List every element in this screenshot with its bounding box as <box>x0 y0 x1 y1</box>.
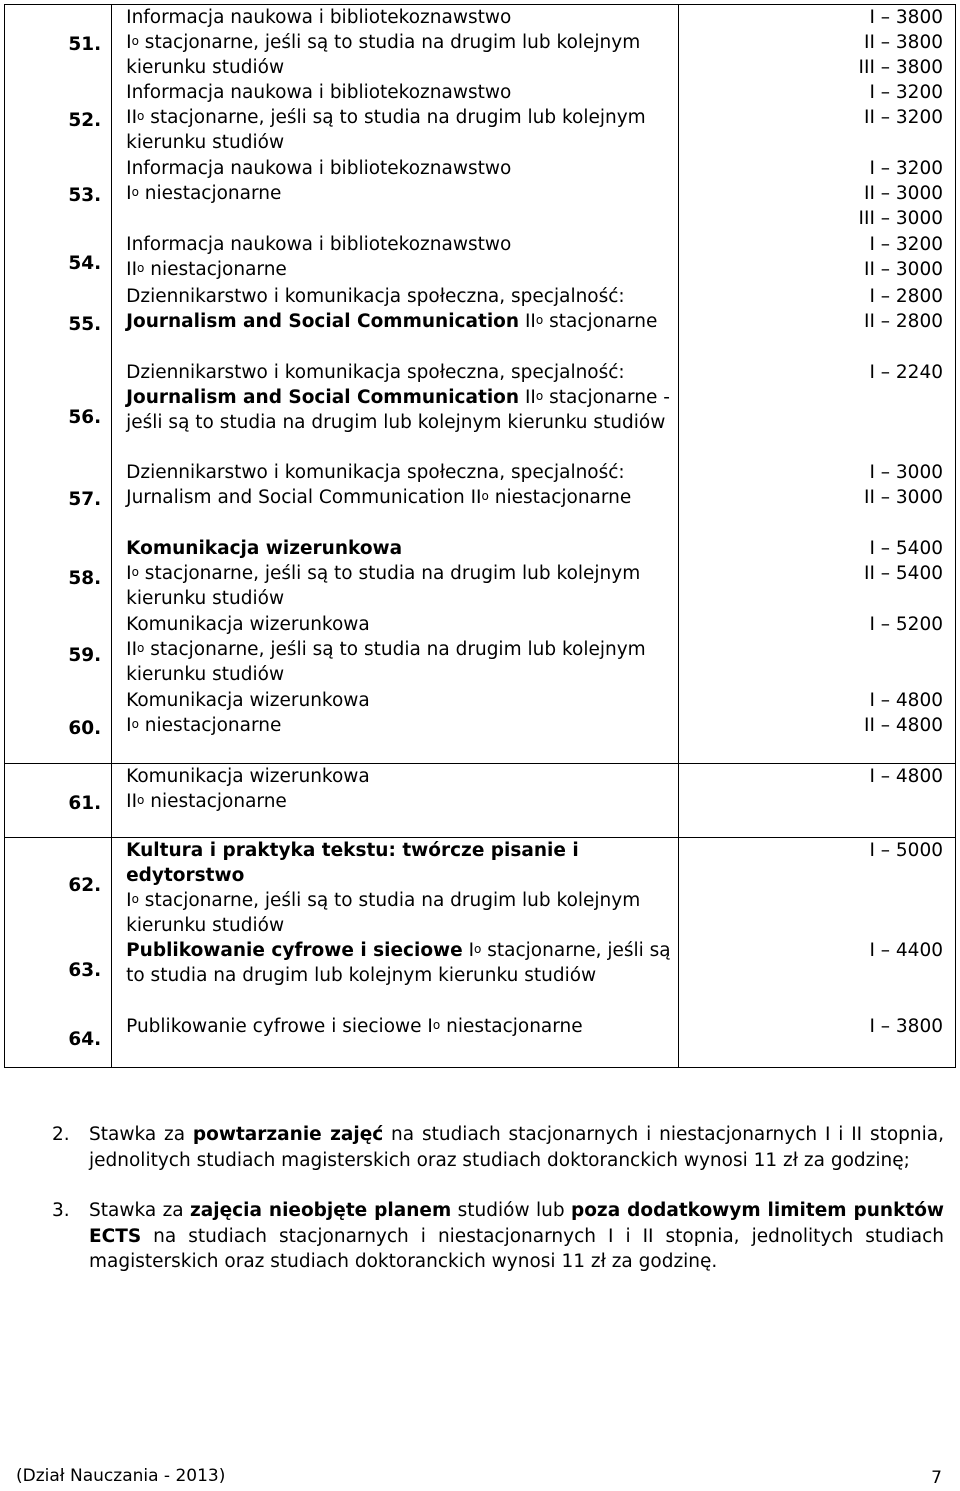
programme-name: Komunikacja wizerunkowa <box>126 538 403 559</box>
programme-entry <box>126 838 672 938</box>
degree-superscript: o <box>131 185 139 199</box>
fee-value: III – 3000 <box>858 208 943 229</box>
fee-group <box>864 688 943 738</box>
row-number: 62. <box>68 875 102 896</box>
fee-value: I – 5000 <box>869 840 943 861</box>
programme-entry <box>126 360 672 435</box>
programme-entry <box>126 284 672 334</box>
fee-value: II – 4800 <box>863 715 943 736</box>
note-text-part: Stawka za <box>89 1124 193 1145</box>
programme-cell <box>112 5 679 764</box>
note-text-part: Stawka za <box>89 1200 191 1221</box>
fee-value: I – 3800 <box>869 1016 943 1037</box>
study-mode: stacjonarne, jeśli są to studia na drugim lub kolejnym kierunku studiów <box>126 639 646 685</box>
study-level: I <box>126 563 132 584</box>
programme-name: Dziennikarstwo i komunikacja społeczna, specjalność: <box>126 286 625 307</box>
study-mode: stacjonarne, jeśli są to studia na drugim lub kolejnym kierunku studiów <box>126 890 641 936</box>
fee-group <box>864 284 943 334</box>
note-number: 2. <box>52 1124 70 1145</box>
programme-entry <box>126 232 672 282</box>
note-text <box>89 1122 944 1173</box>
row-number: 57. <box>68 489 102 510</box>
fee-value: II – 3000 <box>863 259 943 280</box>
programme-name: Informacja naukowa i bibliotekoznawstwo <box>126 234 512 255</box>
programme-name: Kultura i praktyka tekstu: twórcze pisanie i edytorstwo <box>126 840 579 886</box>
fee-group <box>864 232 943 282</box>
note-item <box>52 1122 944 1173</box>
programme-name: Komunikacja wizerunkowa <box>126 766 370 787</box>
programme-name: Informacja naukowa i bibliotekoznawstwo <box>126 7 512 28</box>
fee-value: I – 4400 <box>869 940 943 961</box>
fee-value: I – 3800 <box>869 7 943 28</box>
note-text-part: powtarzanie zajęć <box>192 1124 384 1145</box>
programme-name: Informacja naukowa i bibliotekoznawstwo <box>126 158 512 179</box>
programme-name: Komunikacja wizerunkowa <box>126 614 370 635</box>
fee-cell <box>678 838 955 1068</box>
notes-list <box>52 1122 944 1275</box>
programme-entry <box>126 80 672 155</box>
degree-superscript: o <box>131 34 139 48</box>
note-text <box>89 1198 944 1275</box>
row-number: 52. <box>68 110 102 131</box>
fee-table <box>4 4 956 1068</box>
fee-value: I – 5200 <box>869 614 943 635</box>
fee-group <box>859 5 943 80</box>
study-mode: stacjonarne <box>543 311 658 332</box>
study-mode: stacjonarne, jeśli są to studia na drugim lub kolejnym kierunku studiów <box>126 32 641 78</box>
table-block-62-64 <box>5 838 956 1068</box>
study-mode: niestacjonarne <box>138 183 282 204</box>
study-level: I <box>126 890 132 911</box>
study-level: I <box>126 183 132 204</box>
fee-group <box>869 838 943 863</box>
study-level: II <box>126 639 138 660</box>
study-mode: stacjonarne - jeśli są to studia na drugim lub kolejnym kierunku studiów <box>126 387 670 433</box>
note-text-part: na studiach stacjonarnych i niestacjonarnych I i II stopnia, jednolitych studiach magisterskich oraz studiach doktoranckich wynosi 11 zł za godzinę; <box>89 1124 944 1171</box>
study-level: II <box>126 259 138 280</box>
degree-superscript: o <box>137 641 145 655</box>
fee-value: I – 3200 <box>869 234 943 255</box>
study-mode: stacjonarne, jeśli są to studia na drugim lub kolejnym kierunku studiów <box>126 563 641 609</box>
degree-superscript: o <box>137 793 145 807</box>
fee-value: II – 3800 <box>863 32 943 53</box>
fee-cell <box>678 764 955 838</box>
programme-name: Journalism and Social Communication <box>126 311 520 332</box>
note-number: 3. <box>52 1200 70 1221</box>
fee-value: II – 3200 <box>863 107 943 128</box>
table-block-51-60 <box>5 5 956 764</box>
programme-entry <box>126 536 672 611</box>
degree-superscript: o <box>131 892 139 906</box>
programme-entry <box>126 938 672 988</box>
fee-group <box>864 80 943 130</box>
programme-entry <box>126 1014 672 1039</box>
programme-cell <box>112 838 679 1068</box>
row-number: 56. <box>68 407 102 428</box>
programme-entry <box>126 460 672 510</box>
row-number: 64. <box>68 1029 102 1050</box>
fee-value: I – 4800 <box>869 766 943 787</box>
fee-value: I – 4800 <box>869 690 943 711</box>
row-number-cell <box>5 838 112 1068</box>
programme-cell <box>112 764 679 838</box>
programme-entry <box>126 764 672 814</box>
programme-name: Dziennikarstwo i komunikacja społeczna, specjalność: Jurnalism and Social Communication <box>126 462 625 508</box>
row-number: 61. <box>68 793 102 814</box>
fee-group <box>869 612 943 637</box>
note-text-part: studiów lub <box>451 1200 571 1221</box>
degree-superscript: o <box>137 109 145 123</box>
degree-superscript: o <box>432 1018 441 1032</box>
programme-name: Dziennikarstwo i komunikacja społeczna, specjalność: <box>126 362 625 383</box>
footer-department: (Dział Nauczania - 2013) <box>16 1466 226 1486</box>
note-text-part: poza dodatkowym limitem punktów ECTS <box>89 1200 945 1247</box>
fee-group <box>859 156 943 231</box>
note-item <box>52 1198 944 1275</box>
note-text-part: zajęcia nieobjęte planem <box>190 1200 452 1221</box>
row-number: 63. <box>68 960 102 981</box>
study-level: I <box>126 32 132 53</box>
degree-superscript: o <box>481 489 489 503</box>
study-mode: stacjonarne, jeśli są to studia na drugim lub kolejnym kierunku studiów <box>126 107 646 153</box>
degree-superscript: o <box>131 565 139 579</box>
fee-value: II – 3000 <box>863 183 943 204</box>
fee-group <box>869 1014 943 1039</box>
programme-entry <box>126 688 672 738</box>
study-level: I <box>468 940 475 961</box>
study-mode: niestacjonarne <box>488 487 632 508</box>
study-mode: stacjonarne, jeśli są to studia na drugim lub kolejnym kierunku studiów <box>126 940 671 986</box>
fee-value: II – 5400 <box>863 563 943 584</box>
row-number: 58. <box>68 568 102 589</box>
study-level: II <box>524 311 536 332</box>
note-text-part: na studiach stacjonarnych i niestacjonarnych I i II stopnia, jednolitych studiach magisterskich oraz studiach doktoranckich wynosi 11 zł za godzinę. <box>89 1225 944 1272</box>
degree-superscript: o <box>535 313 544 327</box>
fee-value: I – 3200 <box>869 82 943 103</box>
fee-value: III – 3800 <box>858 57 943 78</box>
study-level: I <box>427 1016 433 1037</box>
fee-value: I – 3000 <box>869 462 943 483</box>
fee-value: I – 5400 <box>869 538 943 559</box>
degree-superscript: o <box>474 942 482 956</box>
study-level: II <box>524 387 536 408</box>
study-level: II <box>470 487 482 508</box>
row-number: 60. <box>68 718 102 739</box>
study-mode: niestacjonarne <box>138 715 282 736</box>
study-mode: niestacjonarne <box>144 791 287 812</box>
row-number-cell <box>5 764 112 838</box>
degree-superscript: o <box>535 389 544 403</box>
row-number: 59. <box>68 645 102 666</box>
study-mode: niestacjonarne <box>144 259 287 280</box>
fee-value: I – 2240 <box>869 362 943 383</box>
programme-name: Publikowanie cyfrowe i sieciowe <box>126 1016 428 1037</box>
degree-superscript: o <box>137 261 145 275</box>
degree-superscript: o <box>131 717 139 731</box>
fee-value: I – 2800 <box>869 286 943 307</box>
table-block-61 <box>5 764 956 838</box>
study-level: II <box>126 791 138 812</box>
row-number-cell <box>5 5 112 764</box>
fee-value: II – 2800 <box>863 311 943 332</box>
fee-group <box>869 938 943 963</box>
row-number: 51. <box>68 34 102 55</box>
programme-entry <box>126 156 672 206</box>
fee-value: II – 3000 <box>863 487 943 508</box>
fee-cell <box>678 5 955 764</box>
study-level: I <box>126 715 132 736</box>
study-mode: niestacjonarne <box>440 1016 583 1037</box>
programme-name: Journalism and Social Communication <box>126 387 520 408</box>
fee-group <box>869 360 943 385</box>
fee-value: I – 3200 <box>869 158 943 179</box>
fee-group <box>869 764 943 789</box>
page-number: 7 <box>931 1468 942 1488</box>
fee-group <box>864 460 943 510</box>
programme-entry <box>126 612 672 687</box>
programme-entry <box>126 5 672 80</box>
fee-group <box>864 536 943 586</box>
programme-name: Komunikacja wizerunkowa <box>126 690 370 711</box>
row-number: 53. <box>68 185 102 206</box>
row-number: 55. <box>68 314 102 335</box>
study-level: II <box>126 107 138 128</box>
row-number: 54. <box>68 253 102 274</box>
programme-name: Publikowanie cyfrowe i sieciowe <box>126 940 463 961</box>
programme-name: Informacja naukowa i bibliotekoznawstwo <box>126 82 512 103</box>
